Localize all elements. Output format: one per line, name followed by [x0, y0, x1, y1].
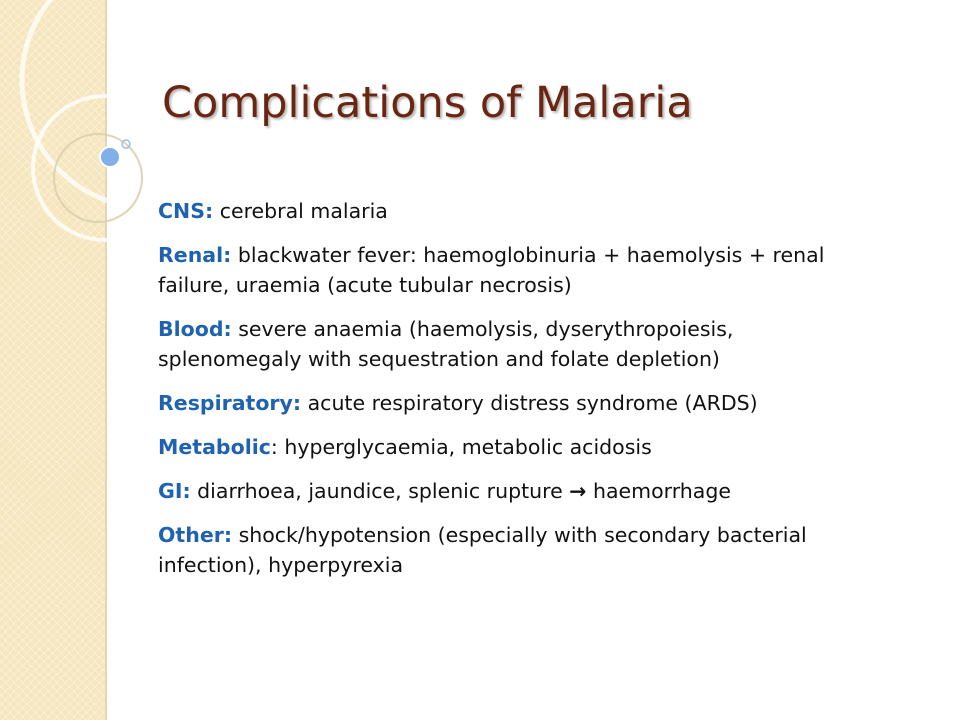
list-item-respiratory: [158, 388, 848, 418]
arrow-right-icon: →: [569, 479, 587, 503]
item-label: Other:: [158, 523, 233, 547]
item-label: GI:: [158, 479, 191, 503]
blue-dot-shape: [100, 147, 120, 167]
item-label: Metabolic: [158, 435, 271, 459]
bullet-list: [158, 196, 848, 594]
list-item-blood: [158, 314, 848, 374]
item-text: blackwater fever: haemoglobinuria + haemolysis + renal failure, uraemia (acute tubular necrosis): [158, 243, 825, 297]
item-text: cerebral malaria: [213, 199, 388, 223]
item-text: acute respiratory distress syndrome (ARDS): [301, 391, 758, 415]
item-label: Renal:: [158, 243, 232, 267]
item-label: Respiratory:: [158, 391, 302, 415]
item-text-after: haemorrhage: [586, 479, 731, 503]
item-label: Blood:: [158, 317, 232, 341]
item-label: CNS:: [158, 199, 214, 223]
list-item-other: [158, 520, 848, 580]
item-text: : hyperglycaemia, metabolic acidosis: [270, 435, 652, 459]
slide-title: Complications of Malaria: [162, 78, 693, 128]
item-text: diarrhoea, jaundice, splenic rupture: [190, 479, 570, 503]
item-text: severe anaemia (haemolysis, dyserythropoiesis, splenomegaly with sequestration and folate depletion): [158, 317, 734, 371]
list-item-renal: [158, 240, 848, 300]
list-item-gi: [158, 476, 848, 506]
list-item-metabolic: [158, 432, 848, 462]
item-text: shock/hypotension (especially with secondary bacterial infection), hyperpyrexia: [158, 523, 807, 577]
list-item-cns: [158, 196, 848, 226]
